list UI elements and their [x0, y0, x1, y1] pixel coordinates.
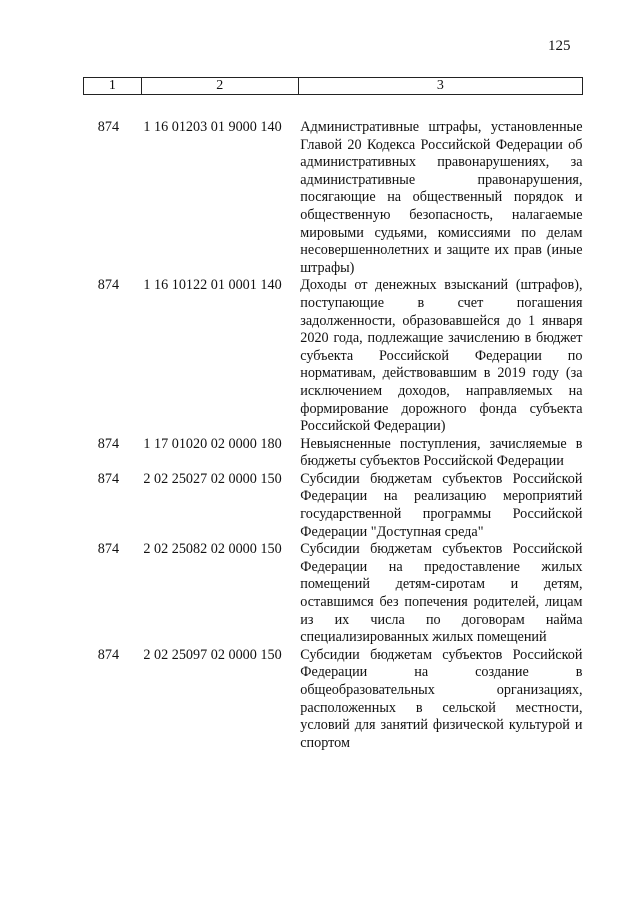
- budget-code-cell: 1 16 10122 01 0001 140: [143, 277, 282, 294]
- page-number: 125: [548, 38, 571, 54]
- budget-code-cell: 2 02 25097 02 0000 150: [143, 646, 282, 663]
- admin-code-cell: 874: [97, 646, 120, 663]
- table-row: [84, 277, 583, 435]
- budget-code-cell: 1 16 01203 01 9000 140: [143, 119, 282, 135]
- revenue-name-cell: Субсидии бюджетам субъектов Российской Федерации на создание в общеобразовательных организациях, расположенных в сельской местности, условий для занятий физической культурой и спортом: [300, 646, 583, 751]
- table-header-row: [84, 78, 583, 95]
- admin-code-cell: 874: [97, 470, 120, 487]
- column-header-2: 2: [141, 78, 298, 95]
- admin-code-cell: 874: [97, 119, 120, 135]
- admin-code-cell: 874: [97, 541, 120, 558]
- table-row: [84, 541, 583, 647]
- table-row: [84, 471, 583, 541]
- column-header-1: 1: [84, 78, 142, 95]
- header-spacer: [84, 95, 583, 120]
- revenue-name-cell: Субсидии бюджетам субъектов Российской Федерации на предоставление жилых помещений детям-сиротам и детям, оставшимся без попечения родителей, лицам из их числа по договорам найма специализированных жилых помещений: [300, 541, 583, 646]
- table-row: [84, 119, 583, 277]
- admin-code-cell: 874: [97, 277, 120, 294]
- table-row: [84, 647, 583, 753]
- table-row: [84, 436, 583, 471]
- budget-code-cell: 2 02 25027 02 0000 150: [143, 470, 282, 487]
- revenue-codes-table: [83, 77, 583, 752]
- budget-code-cell: 1 17 01020 02 0000 180: [143, 435, 282, 452]
- revenue-name-cell: Административные штрафы, установленные Главой 20 Кодекса Российской Федерации об административных правонарушениях, за административные правонарушения, посягающие на общественный порядок и общественную безопасность, налагаемые мировыми судьями, комиссиями по делам несовершеннолетних и защите их прав (иные штрафы): [300, 119, 583, 276]
- revenue-name-cell: Невыясненные поступления, зачисляемые в бюджеты субъектов Российской Федерации: [300, 435, 583, 470]
- revenue-name-cell: Доходы от денежных взысканий (штрафов), поступающие в счет погашения задолженности, образовавшейся до 1 января 2020 года, подлежащие зачислению в бюджет субъекта Российской Федерации по нормативам, действовавшим в 2019 году (за исключением доходов, направляемых на формирование дорожного фонда субъекта Российской Федерации): [300, 277, 583, 435]
- column-header-3: 3: [298, 78, 582, 95]
- budget-code-cell: 2 02 25082 02 0000 150: [143, 541, 282, 558]
- revenue-name-cell: Субсидии бюджетам субъектов Российской Федерации на реализацию мероприятий государственной программы Российской Федерации "Доступная среда": [300, 470, 583, 540]
- admin-code-cell: 874: [97, 435, 120, 452]
